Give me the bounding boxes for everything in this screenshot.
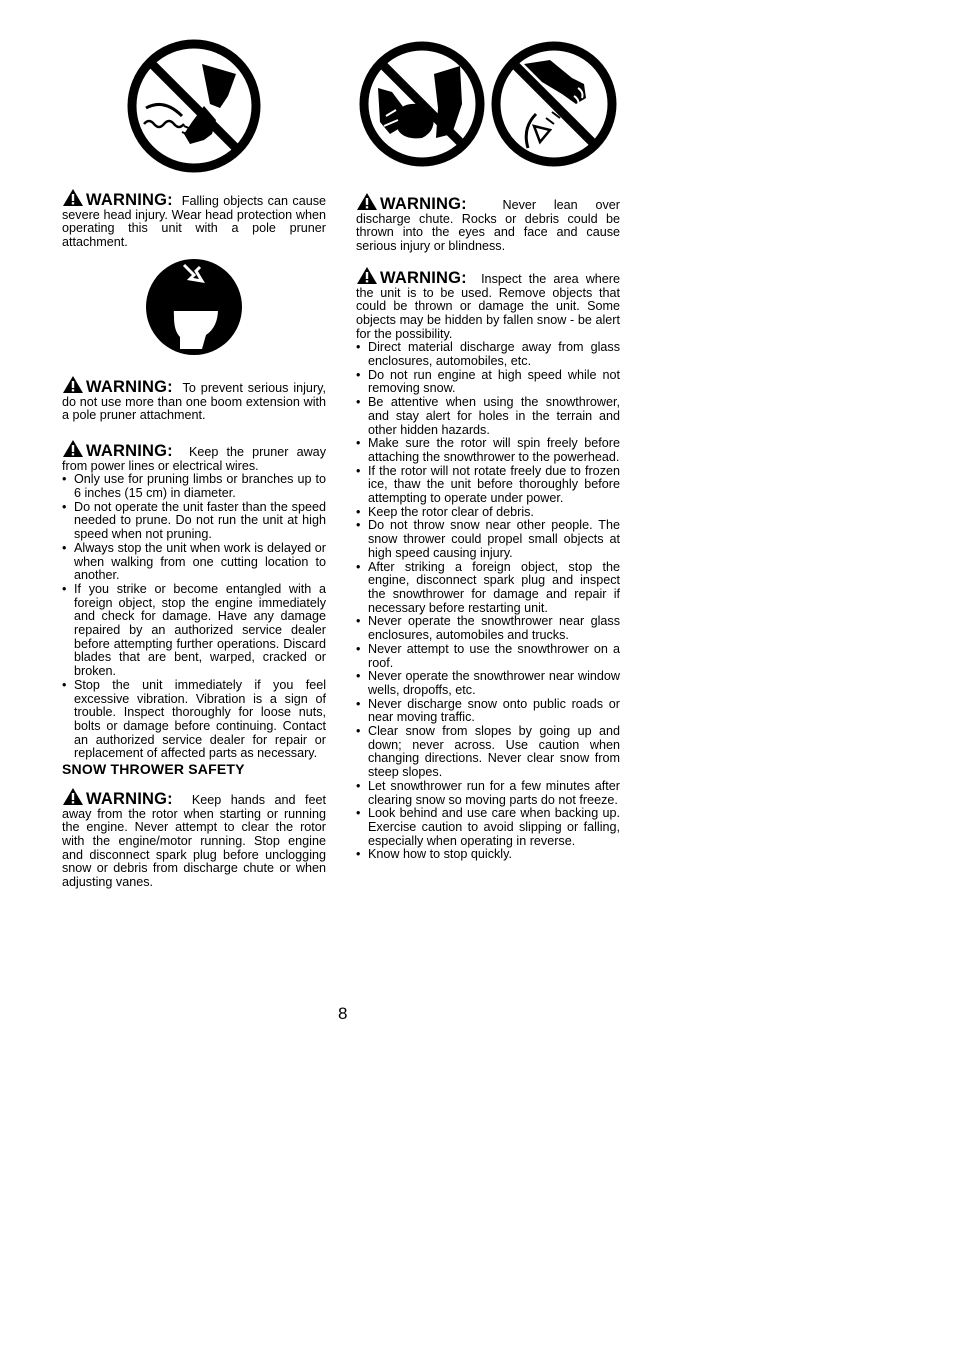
list-item: • Look behind and use care when backing up. Exercise caution to avoid slipping or falling, especially when operating in reverse. [356, 807, 620, 848]
list-item: • Always stop the unit when work is delayed or when walking from one cutting location to another. [62, 542, 326, 583]
warning-label: WARNING: [380, 195, 467, 213]
warning-label: WARNING: [380, 268, 467, 287]
warning-boom-extension-text: To prevent serious injury, do not use more than one boom extension with a pole pruner attachment. [62, 380, 326, 423]
page-number: 8 [338, 1004, 348, 1023]
warning-inspect-area-text: Inspect the area where the unit is to be used. Remove objects that could be thrown or damage the unit. Some objects may be hidden by fallen snow - be alert for the possibility. [356, 271, 620, 341]
list-item: • Never operate the snowthrower near window wells, dropoffs, etc. [356, 670, 620, 697]
wear-head-protection-pictogram [144, 257, 244, 357]
no-leaning-over-chute-pictogram [356, 38, 488, 170]
snowthrower-safety-list [356, 341, 620, 862]
warning-discharge-chute-text: Never lean over discharge chute. Rocks or debris could be thrown into the eyes and face and cause serious injury or blindness. [356, 198, 620, 254]
no-falling-objects-pictogram [124, 36, 264, 176]
warning-label: WARNING: [86, 191, 173, 209]
left-column [62, 0, 326, 890]
list-item: • Make sure the rotor will spin freely before attaching the snowthrower to the powerhead. [356, 437, 620, 464]
pictogram-row [356, 38, 620, 170]
list-item: • Do not throw snow near other people. The snow thrower could propel small objects at high speed causing injury. [356, 519, 620, 560]
list-item: • Direct material discharge away from glass enclosures, automobiles, etc. [356, 341, 620, 368]
list-item: • Be attentive when using the snowthrower, and stay alert for holes in the terrain and other hidden hazards. [356, 396, 620, 437]
list-item: • Never attempt to use the snowthrower on a roof. [356, 643, 620, 670]
list-item: • If you strike or become entangled with a foreign object, stop the engine immediately and check for damage. Have any damage repaired by an authorized service dealer before attempting further operations. Discard blades that are bent, warped, cracked or broken. [62, 583, 326, 679]
no-hands-in-rotor-pictogram [488, 38, 620, 170]
warning-triangle-icon [62, 787, 84, 806]
warning-label: WARNING: [86, 377, 173, 396]
warning-falling-objects-text: Falling objects can cause severe head injury. Wear head protection when operating this unit with a pole pruner attachment. [62, 194, 326, 250]
warning-triangle-icon [62, 188, 84, 207]
list-item: • Stop the unit immediately if you feel excessive vibration. Vibration is a sign of trouble. Inspect thoroughly for loose nuts, bolts or damage before continuing. Contact an authorized service dealer for repair or replacement of affected parts as necessary. [62, 679, 326, 761]
warning-triangle-icon [62, 375, 84, 394]
list-item: • Only use for pruning limbs or branches up to 6 inches (15 cm) in diameter. [62, 473, 326, 500]
list-item: • Clear snow from slopes by going up and down; never across. Use caution when changing directions. Never clear snow from steep slopes. [356, 725, 620, 780]
list-item: • Know how to stop quickly. [356, 848, 620, 862]
warning-power-lines-text: Keep the pruner away from power lines or electrical wires. [62, 444, 326, 473]
section-heading: SNOW THROWER SAFETY [62, 761, 245, 778]
list-item: • If the rotor will not rotate freely due to frozen ice, thaw the unit before thoroughly before attempting to operate under power. [356, 465, 620, 506]
list-item: • Do not run engine at high speed while not removing snow. [356, 369, 620, 396]
list-item: • Keep the rotor clear of debris. [356, 506, 620, 520]
warning-label: WARNING: [86, 789, 173, 808]
list-item: • Never discharge snow onto public roads or near moving traffic. [356, 698, 620, 725]
warning-triangle-icon [356, 266, 378, 285]
list-item: • Do not operate the unit faster than the speed needed to prune. Do not run the unit at high speed when not pruning. [62, 501, 326, 542]
right-column [356, 0, 620, 862]
warning-label: WARNING: [86, 441, 173, 460]
list-item: • Never operate the snowthrower near glass enclosures, automobiles and trucks. [356, 615, 620, 642]
list-item: • After striking a foreign object, stop the engine, disconnect spark plug and inspect the snowthrower for damage and repair if necessary before restarting unit. [356, 561, 620, 616]
pruner-safety-list [62, 473, 326, 761]
warning-rotor-text: Keep hands and feet away from the rotor when starting or running the engine. Never attempt to clear the rotor with the engine/motor running. Stop engine and disconnect spark plug before unclogging snow or debris from discharge chute or when adjusting vanes. [62, 792, 326, 890]
warning-triangle-icon [356, 192, 378, 211]
list-item: • Let snowthrower run for a few minutes after clearing snow so moving parts do not freeze. [356, 780, 620, 807]
warning-triangle-icon [62, 439, 84, 458]
